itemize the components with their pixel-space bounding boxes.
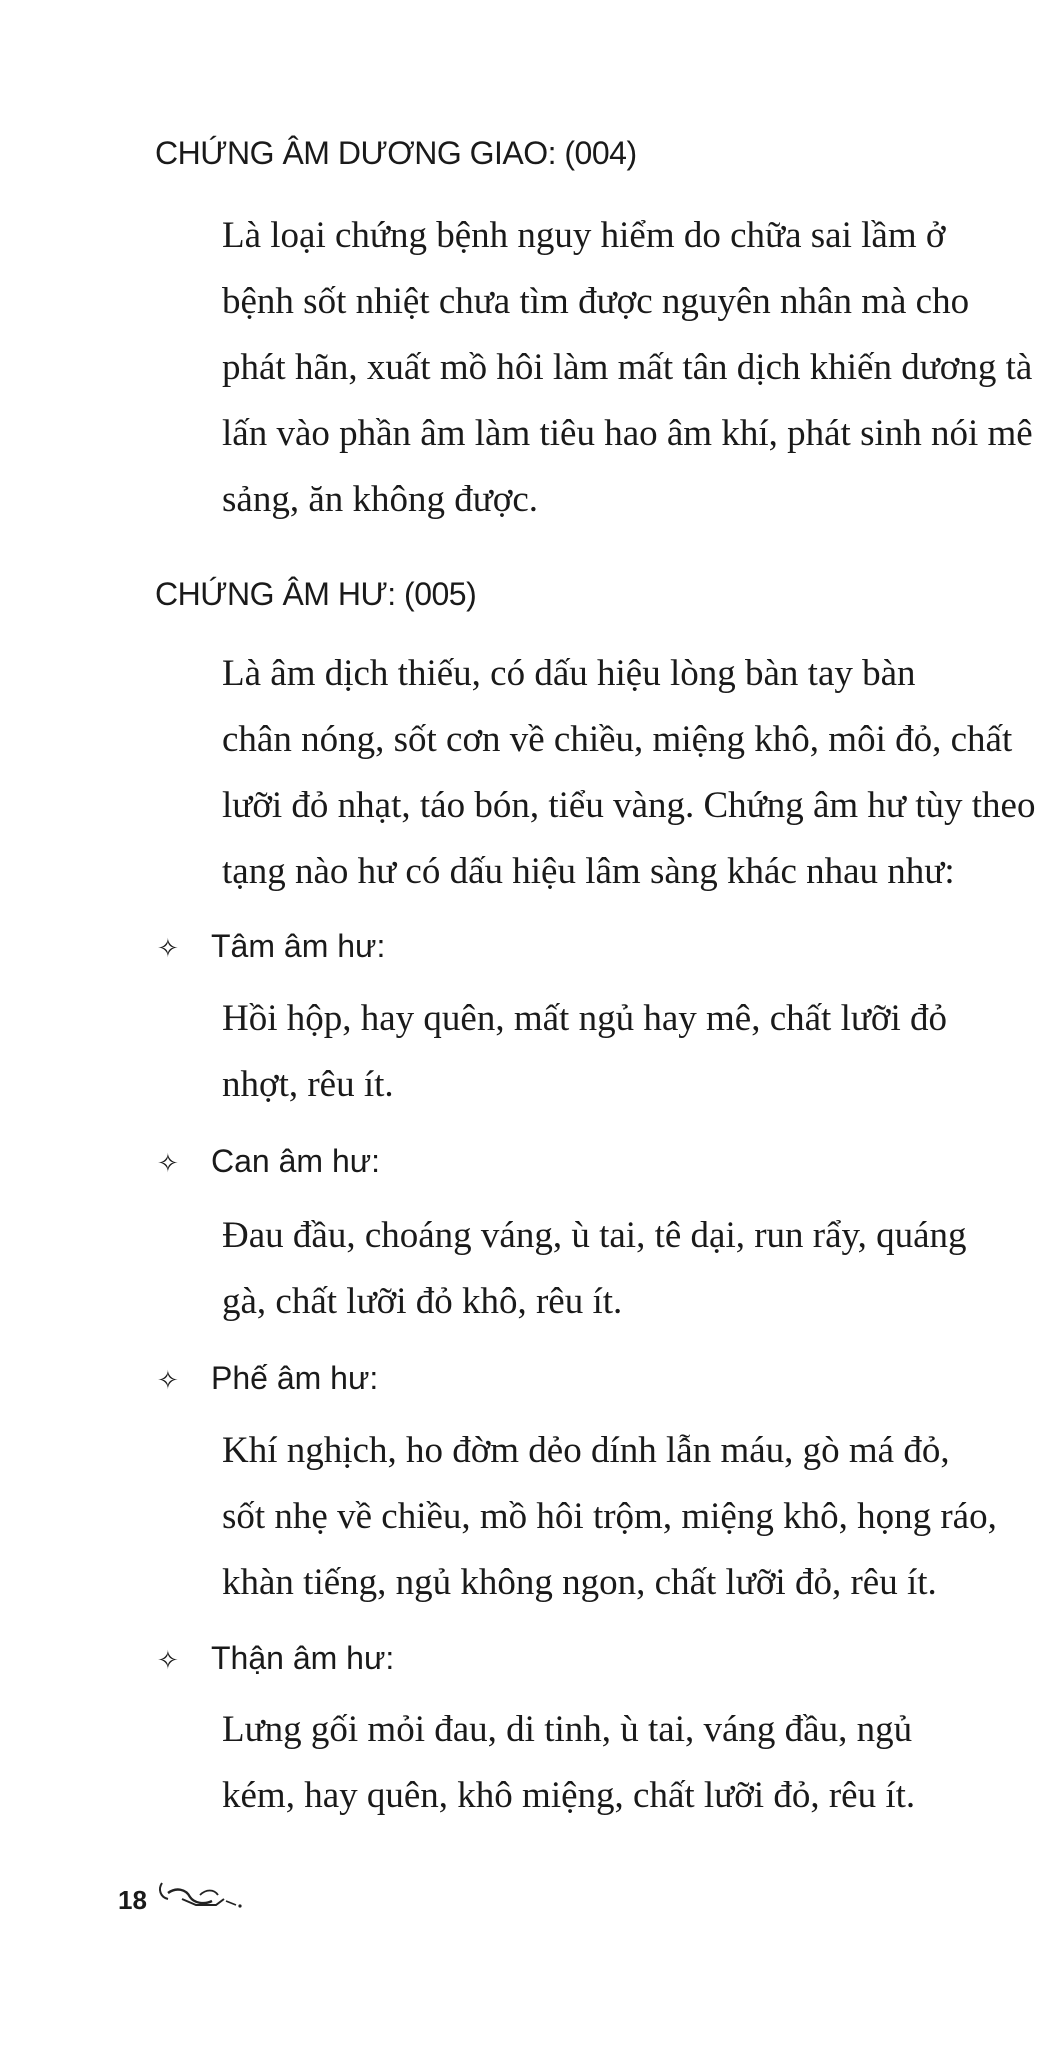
text-line: Khí nghịch, ho đờm dẻo dính lẫn máu, gò má đỏ, (222, 1430, 950, 1471)
section-paragraph (155, 203, 1048, 533)
subsection-title: Phế âm hư: (211, 1360, 379, 1396)
text-line: kém, hay quên, khô miệng, chất lưỡi đỏ, rêu ít. (222, 1775, 916, 1816)
diamond-star-icon: ✧ (157, 934, 179, 964)
text-line: phát hãn, xuất mồ hôi làm mất tân dịch khiến dương tà (222, 347, 1033, 388)
text-line: lưỡi đỏ nhạt, táo bón, tiểu vàng. Chứng âm hư tùy theo (222, 785, 1036, 826)
text-line: lấn vào phần âm làm tiêu hao âm khí, phát sinh nói mê (222, 413, 1033, 454)
text-line: sảng, ăn không được. (222, 479, 539, 520)
text-line: khàn tiếng, ngủ không ngon, chất lưỡi đỏ, rêu ít. (222, 1562, 937, 1603)
subsection-title: Thận âm hư: (211, 1640, 395, 1676)
page-number: 18 (118, 1885, 147, 1915)
text-line: tạng nào hư có dấu hiệu lâm sàng khác nhau như: (222, 851, 955, 892)
subsection-title: Can âm hư: (211, 1143, 381, 1179)
subsection-paragraph (155, 1418, 1048, 1616)
subsection-heading (157, 930, 385, 962)
text-line: chân nóng, sốt cơn về chiều, miệng khô, môi đỏ, chất (222, 719, 1013, 760)
text-line: nhợt, rêu ít. (222, 1064, 394, 1105)
text-line: Đau đầu, choáng váng, ù tai, tê dại, run rẩy, quáng (222, 1215, 967, 1256)
text-line: Hồi hộp, hay quên, mất ngủ hay mê, chất lưỡi đỏ (222, 998, 948, 1039)
section-heading: CHỨNG ÂM HƯ: (005) (155, 576, 477, 612)
subsection-heading (157, 1145, 380, 1177)
subsection-heading (157, 1362, 378, 1394)
section-paragraph (155, 641, 1048, 905)
text-line: gà, chất lưỡi đỏ khô, rêu ít. (222, 1281, 623, 1322)
subsection-paragraph (155, 1203, 1048, 1335)
text-line: bệnh sốt nhiệt chưa tìm được nguyên nhân mà cho (222, 281, 970, 322)
subsection-paragraph (155, 1697, 1048, 1829)
diamond-star-icon: ✧ (157, 1366, 179, 1396)
text-line: sốt nhẹ về chiều, mồ hôi trộm, miệng khô, họng ráo, (222, 1496, 997, 1537)
subsection-title: Tâm âm hư: (211, 928, 386, 964)
text-line: Lưng gối mỏi đau, di tinh, ù tai, váng đầu, ngủ (222, 1709, 913, 1750)
text-line: Là loại chứng bệnh nguy hiểm do chữa sai lầm ở (222, 215, 946, 256)
subsection-paragraph (155, 986, 1048, 1118)
diamond-star-icon: ✧ (157, 1646, 179, 1676)
sketch-ornament-icon (156, 1875, 246, 1911)
subsection-heading (157, 1642, 394, 1674)
text-line: Là âm dịch thiếu, có dấu hiệu lòng bàn tay bàn (222, 653, 916, 694)
section-heading: CHỨNG ÂM DƯƠNG GIAO: (004) (155, 135, 637, 171)
diamond-star-icon: ✧ (157, 1149, 179, 1179)
